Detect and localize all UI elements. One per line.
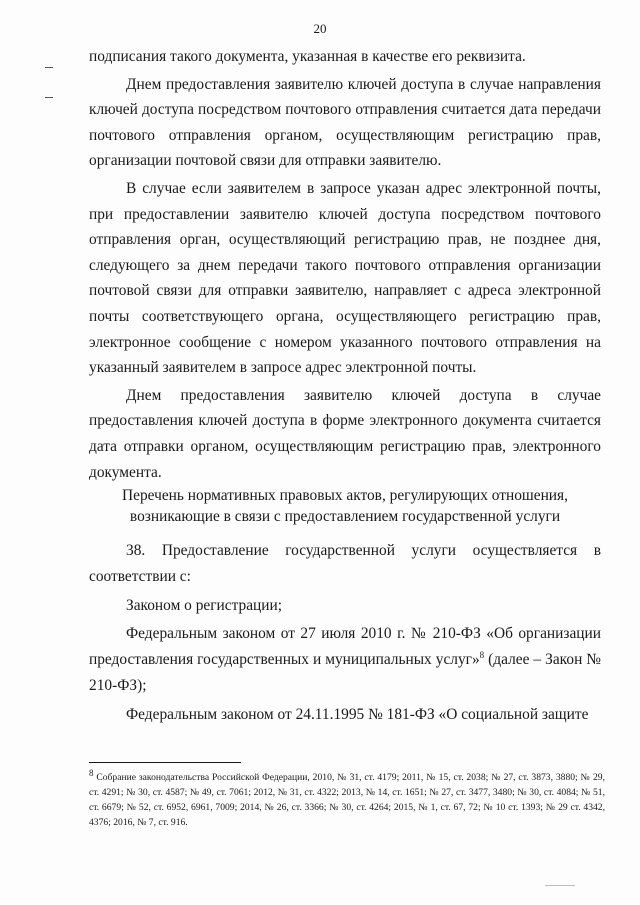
law-210-abbrev: (далее – Закон № 210-ФЗ); — [89, 651, 601, 694]
paragraph: Законом о регистрации; — [126, 596, 283, 614]
margin-mark — [45, 97, 53, 98]
paragraph — [89, 621, 601, 698]
law-210-text: Федеральным законом от 27 июля 2010 г. № 210-ФЗ «Об организации предоставления государственных и муниципальных услуг» — [89, 625, 601, 669]
footnote-marker: 8 — [89, 767, 94, 778]
paragraph: 38. Предоставление государственной услуги осуществляется в соответствии с: — [89, 542, 601, 585]
footnote-text: Собрание законодательства Российской Федерации, 2010, № 31, ст. 4179; 2011, № 15, ст. 2038; № 27, ст. 3873, 3880; № 29, ст. 4291; № 30, ст. 4587; № 49, ст. 7061; 2012, № 31, ст. 4322; 2013, № 14, ст. 1651; № 27, ст. 3477, 3480; № 30, ст. 4084; № 51, ст. 6679; № 52, ст. 6952, 6961, 7009; 2014, № 26, ст. 3366; № 30, ст. 4264; 2015, № 1, ст. 67, 72; № 10 ст. 1393; № 29 ст. 4342, 4376; 2016, № 7, ст. 916. — [89, 772, 605, 828]
page-number: 20 — [313, 21, 327, 36]
paragraph: В случае если заявителем в запросе указан адрес электронной почты, при предоставлении заявителю ключей доступа посредством почтового отправления орган, осуществляющий регистрацию прав, не позднее дня, следующего за днем передачи такого почтового отправления организации почтовой связи для отправки заявителю, направляет с адреса электронной почты соответствующего органа, осуществляющего регистрацию прав, электронное сообщение с номером указанного почтового отправления на указанный заявителем в запросе адрес электронной почты. — [89, 179, 601, 377]
paragraph: Федеральным законом от 24.11.1995 № 181-ФЗ «О социальной защите — [126, 705, 589, 723]
footnote-separator — [89, 762, 241, 763]
heading-line: Перечень нормативных правовых актов, регулирующих отношения, — [122, 487, 568, 504]
margin-mark — [45, 67, 53, 68]
footnote — [89, 767, 605, 830]
legal-basis-list — [89, 538, 601, 731]
heading-line: возникающие в связи с предоставлением государственной услуги — [129, 508, 561, 525]
paragraph: подписания такого документа, указанная в качестве его реквизита. — [89, 48, 526, 65]
paragraph: Днем предоставления заявителю ключей доступа в случае направления ключей доступа посредством почтового отправления считается дата передачи почтового отправления органом, осуществляющим регистрацию прав, организации почтовой связи для отправки заявителю. — [89, 75, 601, 170]
paragraph: Днем предоставления заявителю ключей доступа в случае предоставления ключей доступа в форме электронного документа считается дата отправки органом, осуществляющим регистрацию прав, электронного документа. — [89, 386, 601, 481]
section-heading — [89, 485, 601, 527]
scan-artifact — [545, 885, 575, 886]
footnote-reference: 8 — [479, 650, 485, 661]
body-text — [89, 44, 601, 487]
